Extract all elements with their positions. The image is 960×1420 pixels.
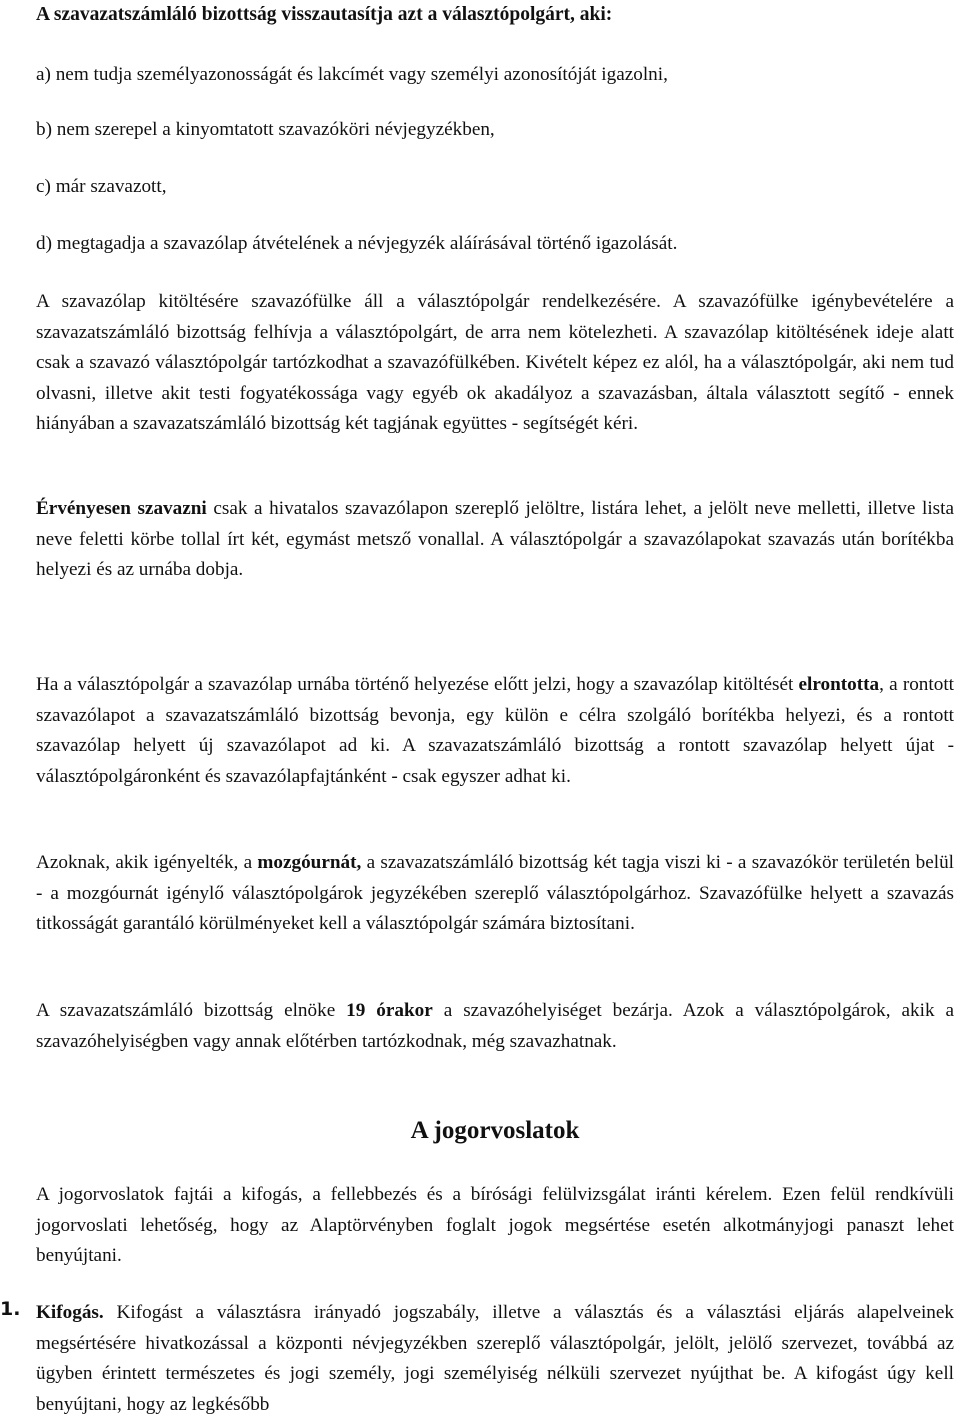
mobile-bold: mozgóurnát, [257,852,362,873]
valid-vote-paragraph [36,494,954,586]
mobile-text-1: Azoknak, akik igényelték, a [36,852,258,873]
list-item: c) már szavazott, [36,176,167,197]
closing-paragraph [36,996,954,1057]
section-title: A jogorvoslatok [410,1117,580,1144]
spoiled-bold: elrontotta [798,674,880,695]
booth-paragraph: A szavazólap kitöltésére szavazófülke áll a választópolgár rendelkezésére. A szavazófülke igénybevételére a szavazatszámláló bizottság felhívja a választópolgárt, de arra nem kötelezheti. A szavazólap kitöltésének ideje alatt csak a szavazó választópolgár tartózkodhat a szavazófülkében. Kivételt képez ez alól, ha a választópolgár, aki nem tud olvasni, illetve akit testi fogyatékossága vagy egyéb ok akadályoz a szavazásban, általa választott segítő - ennek hiányában a szavazatszámláló bizottság két tagjának együttes - segítségét kéri. [36,291,954,434]
closing-text-2: a szavazóhelyiséget bezárja. Azok a választópolgárok, akik a szavazóhelyiségben vagy annak előtérben tartózkodnak, még szavazhatnak. [36,1000,954,1052]
mobile-urn-paragraph [36,848,954,940]
spoiled-text-2: , a rontott szavazólapot a szavazatszámláló bizottság bevonja, egy külön e célra szolgáló borítékba helyezi, és a rontott szavazólap helyett új szavazólapot ad ki. A szavazatszámláló bizottság a rontott szavazólap helyett újat - választópolgáronként és szavazólapfajtánként - csak egyszer adhat ki. [36,674,954,787]
spoiled-text-1: Ha a választópolgár a szavazólap urnába történő helyezése előtt jelzi, hogy a szavazólap kitöltését [36,674,799,695]
remedy-item-1-text [36,1298,954,1420]
valid-vote-text: csak a hivatalos szavazólapon szereplő jelöltre, listára lehet, a jelölt neve melletti, illetve lista neve feletti körbe tollal írt két, egymást metsző vonallal. A választópolgár a szavazólapokat szavazás után borítékba helyezi és az urnába dobja. [36,498,954,580]
remedy-item-1 [0,1298,954,1420]
mobile-text-2: a szavazatszámláló bizottság két tagja viszi ki - a szavazókör területén belül - a mozgóurnát igénylő választópolgárok jegyzékében szereplő választópolgárhoz. Szavazófülke helyett a szavazás titkosságát garantáló körülményeket kell a választópolgár számára biztosítani. [36,852,955,934]
rejection-heading: A szavazatszámláló bizottság visszautasítja azt a választópolgárt, aki: [36,4,613,25]
list-item: d) megtagadja a szavazólap átvételének a névjegyzék aláírásával történő igazolását. [36,233,678,254]
list-item: a) nem tudja személyazonosságát és lakcímét vagy személyi azonosítóját igazolni, [36,64,668,85]
spoiled-ballot-paragraph [36,670,954,792]
remedy-item-1-body: Kifogást a választásra irányadó jogszabály, illetve a választás és a választási eljárás alapelveinek megsértésére hivatkozással a központi névjegyzékben szereplő választópolgár, jelölt, jelölő szervezet, továbbá az ügyben érintett természetes és jogi személy, jogi személyiség nélküli szervezet nyújthat be. A kifogást úgy kell benyújtani, hogy az legkésőbb [36,1302,954,1415]
remedies-intro-paragraph: A jogorvoslatok fajtái a kifogás, a fellebbezés és a bírósági felülvizsgálat iránti kérelem. Ezen felül rendkívüli jogorvoslati lehetőség, hogy az Alaptörvényben foglalt jogok megsértése esetén alkotmányjogi panaszt lehet benyújtani. [36,1184,954,1266]
list-item: b) nem szerepel a kinyomtatott szavazóköri névjegyzékben, [36,119,495,140]
closing-bold: 19 órakor [346,1000,433,1021]
closing-text-1: A szavazatszámláló bizottság elnöke [36,1000,347,1021]
valid-vote-bold: Érvényesen szavazni [36,498,207,519]
item-number: 1. [0,1298,21,1320]
remedy-item-1-bold: Kifogás. [36,1302,104,1323]
